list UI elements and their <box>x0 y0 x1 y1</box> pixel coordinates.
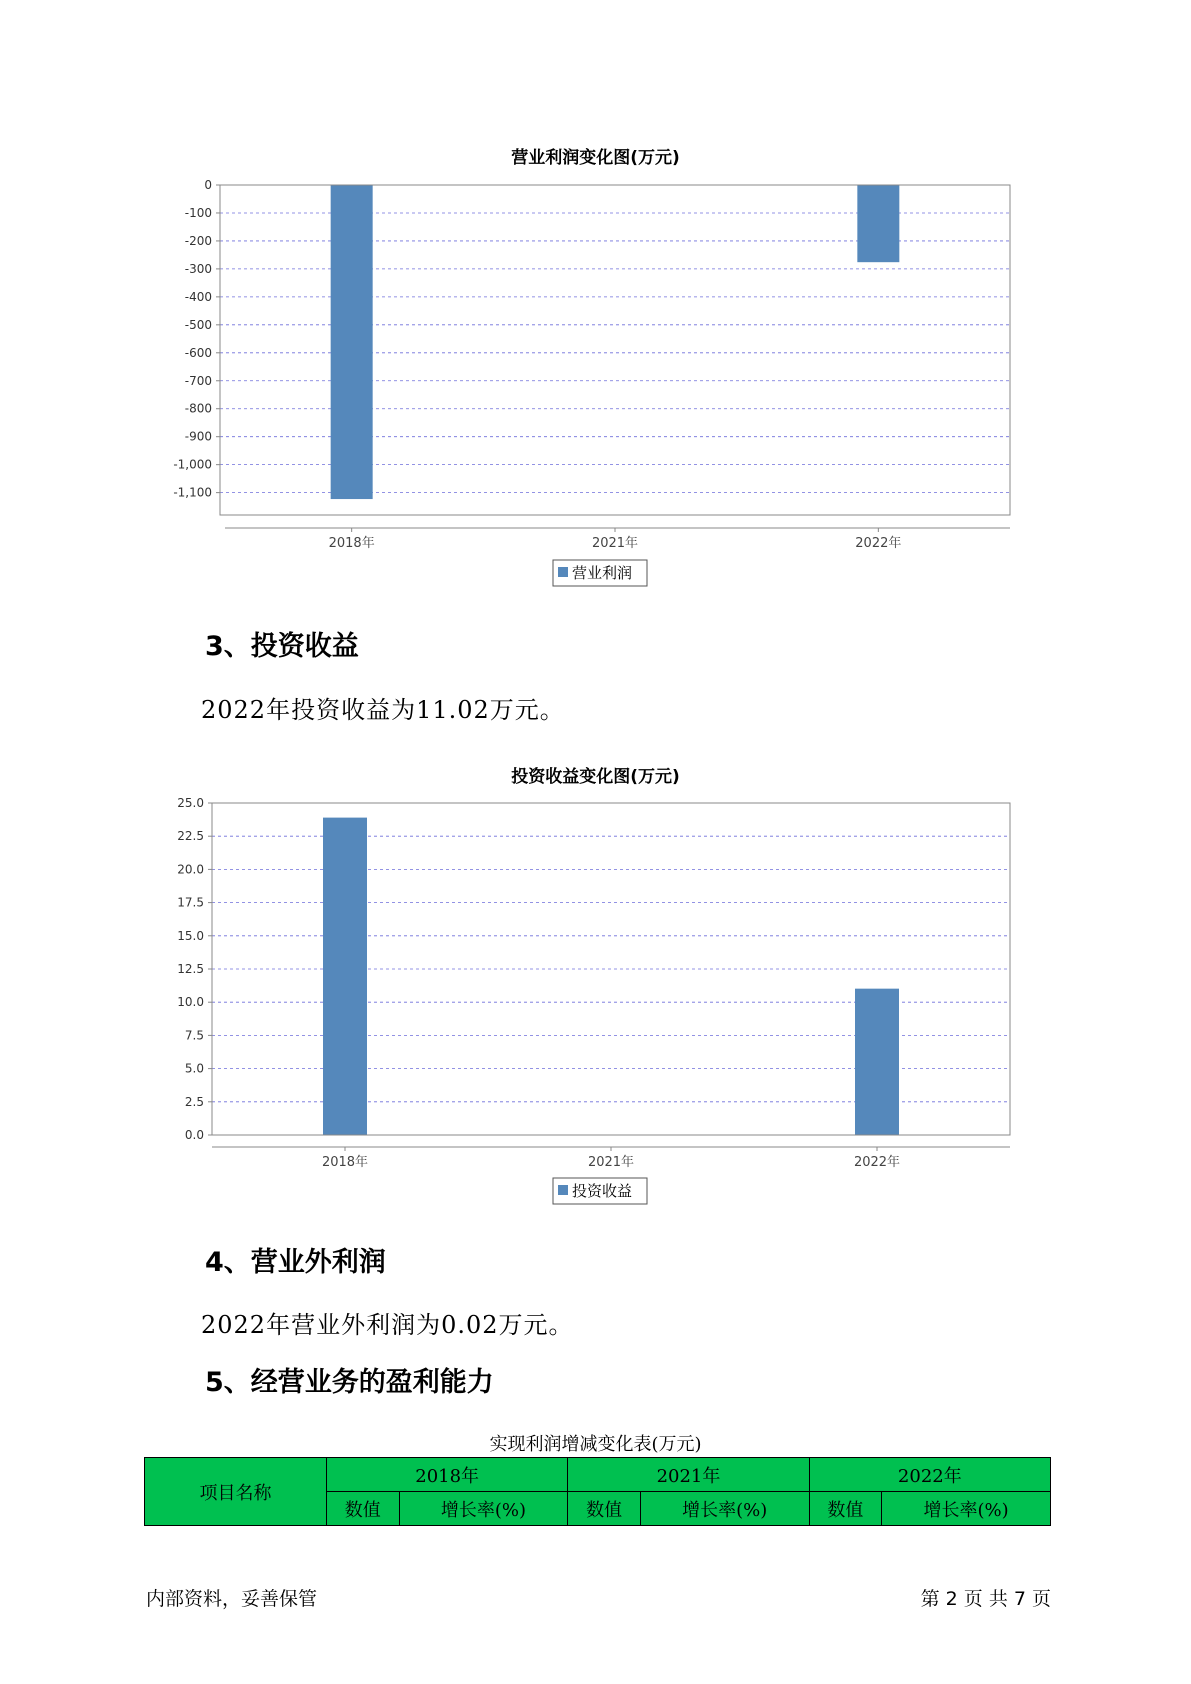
y-tick-label: -1,100 <box>173 485 212 500</box>
bar <box>857 185 899 262</box>
growth-rate-header: 增长率(%) <box>399 1492 568 1526</box>
y-tick-label: -300 <box>184 261 212 276</box>
profit-change-table <box>144 1457 1051 1526</box>
year-header: 2018年 <box>327 1458 568 1492</box>
item-name-header: 项目名称 <box>145 1458 327 1526</box>
y-tick-label: 0.0 <box>184 1128 204 1142</box>
legend-swatch <box>558 567 568 577</box>
y-tick-label: -800 <box>184 401 212 416</box>
operating-profit-chart <box>0 0 1191 600</box>
y-tick-label: 20.0 <box>177 862 204 877</box>
value-header: 数值 <box>327 1492 400 1526</box>
x-tick-label: 2022年 <box>855 536 902 551</box>
y-tick-label: -1,000 <box>173 457 212 472</box>
growth-rate-header: 增长率(%) <box>882 1492 1051 1526</box>
legend-label: 投资收益 <box>572 1182 633 1200</box>
investment-income-chart-title: 投资收益变化图(万元) <box>511 767 680 787</box>
y-tick-label: -500 <box>184 317 212 332</box>
y-tick-label: 10.0 <box>177 995 204 1010</box>
bar <box>323 818 367 1135</box>
value-header: 数值 <box>568 1492 641 1526</box>
bar <box>855 989 899 1135</box>
y-tick-label: 12.5 <box>177 962 204 976</box>
table-header-row <box>145 1458 1051 1492</box>
y-tick-label: 25.0 <box>177 796 204 810</box>
bar <box>331 185 373 499</box>
y-tick-label: -200 <box>184 233 212 248</box>
legend-swatch <box>558 1185 568 1195</box>
y-tick-label: 22.5 <box>177 829 204 844</box>
legend <box>553 560 647 586</box>
section-4-text: 2022年营业外利润为0.02万元。 <box>201 1311 574 1339</box>
section-3-text: 2022年投资收益为11.02万元。 <box>201 696 565 724</box>
y-tick-label: -900 <box>184 429 212 444</box>
operating-profit-chart-title: 营业利润变化图(万元) <box>511 148 680 168</box>
x-tick-label: 2021年 <box>591 536 639 551</box>
x-tick-label: 2022年 <box>853 1155 901 1170</box>
x-tick-label: 2018年 <box>328 536 375 551</box>
y-tick-label: 2.5 <box>184 1094 204 1109</box>
y-tick-label: -400 <box>184 289 212 304</box>
value-header: 数值 <box>809 1492 882 1526</box>
year-header: 2021年 <box>568 1458 809 1492</box>
y-tick-label: 7.5 <box>184 1028 204 1043</box>
section-3-heading: 3、投资收益 <box>205 631 359 662</box>
x-tick-label: 2018年 <box>321 1155 369 1170</box>
y-tick-label: -600 <box>184 345 212 360</box>
table-caption: 实现利润增减变化表(万元) <box>489 1434 702 1455</box>
y-tick-label: 0 <box>204 178 212 192</box>
footer-confidential-note: 内部资料，妥善保管 <box>146 1588 318 1610</box>
y-tick-label: 17.5 <box>177 895 204 910</box>
section-4-heading: 4、营业外利润 <box>205 1247 386 1278</box>
y-tick-label: -700 <box>184 373 212 388</box>
year-header: 2022年 <box>809 1458 1050 1492</box>
y-tick-label: 5.0 <box>184 1061 204 1076</box>
investment-income-chart <box>0 600 1191 1220</box>
y-tick-label: -100 <box>184 205 212 220</box>
legend <box>553 1178 647 1204</box>
x-tick-label: 2021年 <box>587 1155 635 1170</box>
y-tick-label: 15.0 <box>177 928 204 943</box>
footer-page-number: 第 2 页 共 7 页 <box>920 1588 1051 1610</box>
growth-rate-header: 增长率(%) <box>640 1492 809 1526</box>
section-5-heading: 5、经营业务的盈利能力 <box>205 1367 494 1398</box>
legend-label: 营业利润 <box>572 564 633 582</box>
